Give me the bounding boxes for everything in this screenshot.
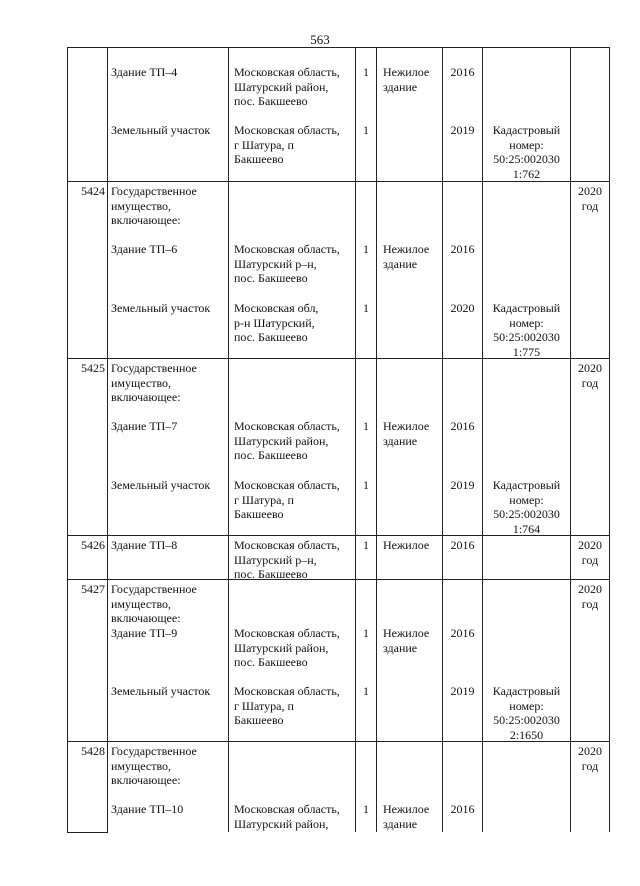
table-border <box>442 47 443 832</box>
item-qty: 1 <box>363 65 369 79</box>
item-term: 2020 год <box>578 184 602 213</box>
table-border <box>376 47 377 832</box>
item-cadastral-note: Кадастровый номер: 50:25:002030 1:775 <box>492 301 561 359</box>
item-name: Земельный участок <box>111 478 211 492</box>
item-qty: 1 <box>363 684 369 698</box>
item-name: Здание ТП–8 <box>111 538 178 552</box>
item-year: 2016 <box>450 626 475 640</box>
item-qty: 1 <box>363 419 369 433</box>
item-address: Московская область, Шатурский р–н, пос. Бакшеево <box>234 242 340 285</box>
item-address: Московская область, г Шатура, п Бакшеево <box>234 684 340 727</box>
item-number: 5427 <box>81 582 105 596</box>
item-term: 2020 год <box>578 582 602 611</box>
item-name: Здание ТП–9 <box>111 626 178 640</box>
item-year: 2016 <box>450 802 475 816</box>
item-name: Здание ТП–6 <box>111 242 178 256</box>
item-address: Московская область, Шатурский район, пос. Бакшеево <box>234 419 340 462</box>
item-type: Нежилое здание <box>383 65 430 94</box>
item-address: Московская обл, р-н Шатурский, пос. Бакшеево <box>234 301 319 344</box>
item-term: 2020 год <box>578 744 602 773</box>
item-address: Московская область, г Шатура, п Бакшеево <box>234 478 340 521</box>
item-name: Государственное имущество, включающее: <box>111 361 197 404</box>
item-term: 2020 год <box>578 538 602 567</box>
table-border <box>67 47 68 832</box>
item-year: 2019 <box>450 684 475 698</box>
item-address: Московская область, г Шатура, п Бакшеево <box>234 123 340 166</box>
table-border <box>355 47 356 832</box>
item-qty: 1 <box>363 242 369 256</box>
item-name: Земельный участок <box>111 123 211 137</box>
item-name: Здание ТП–7 <box>111 419 178 433</box>
item-name: Здание ТП–4 <box>111 65 178 79</box>
item-address: Московская область, Шатурский район, <box>234 802 340 831</box>
item-number: 5424 <box>81 184 105 198</box>
table-border <box>67 181 610 182</box>
item-year: 2019 <box>450 123 475 137</box>
item-name: Земельный участок <box>111 684 211 698</box>
item-year: 2016 <box>450 242 475 256</box>
item-year: 2016 <box>450 538 475 552</box>
item-name: Земельный участок <box>111 301 211 315</box>
item-type: Нежилое здание <box>383 802 430 831</box>
table-border <box>67 832 108 833</box>
item-type: Нежилое здание <box>383 419 430 448</box>
item-type: Нежилое здание <box>383 242 430 271</box>
item-qty: 1 <box>363 538 369 552</box>
item-qty: 1 <box>363 123 369 137</box>
item-cadastral-note: Кадастровый номер: 50:25:002030 2:1650 <box>492 684 561 742</box>
item-address: Московская область, Шатурский район, пос. Бакшеево <box>234 65 340 108</box>
page-number: 563 <box>310 32 330 47</box>
item-term: 2020 год <box>578 361 602 390</box>
item-type: Нежилое <box>383 538 430 552</box>
item-cadastral-note: Кадастровый номер: 50:25:002030 1:764 <box>492 478 561 536</box>
item-number: 5425 <box>81 361 105 375</box>
table-border <box>67 47 610 48</box>
item-cadastral-note: Кадастровый номер: 50:25:002030 1:762 <box>492 123 561 181</box>
item-qty: 1 <box>363 626 369 640</box>
item-name: Здание ТП–10 <box>111 802 184 816</box>
item-year: 2020 <box>450 301 475 315</box>
table-border <box>228 47 229 832</box>
item-year: 2019 <box>450 478 475 492</box>
item-name: Государственное имущество, включающее: <box>111 582 197 625</box>
table-border <box>107 47 108 832</box>
item-qty: 1 <box>363 802 369 816</box>
item-qty: 1 <box>363 478 369 492</box>
item-qty: 1 <box>363 301 369 315</box>
item-number: 5428 <box>81 744 105 758</box>
item-name: Государственное имущество, включающее: <box>111 744 197 787</box>
item-address: Московская область, Шатурский район, пос. Бакшеево <box>234 626 340 669</box>
item-year: 2016 <box>450 65 475 79</box>
item-type: Нежилое здание <box>383 626 430 655</box>
table-border <box>570 47 571 832</box>
item-name: Государственное имущество, включающее: <box>111 184 197 227</box>
table-border <box>609 47 610 832</box>
item-address: Московская область, Шатурский р–н, пос. Бакшеево <box>234 538 340 581</box>
item-number: 5426 <box>81 538 105 552</box>
item-year: 2016 <box>450 419 475 433</box>
